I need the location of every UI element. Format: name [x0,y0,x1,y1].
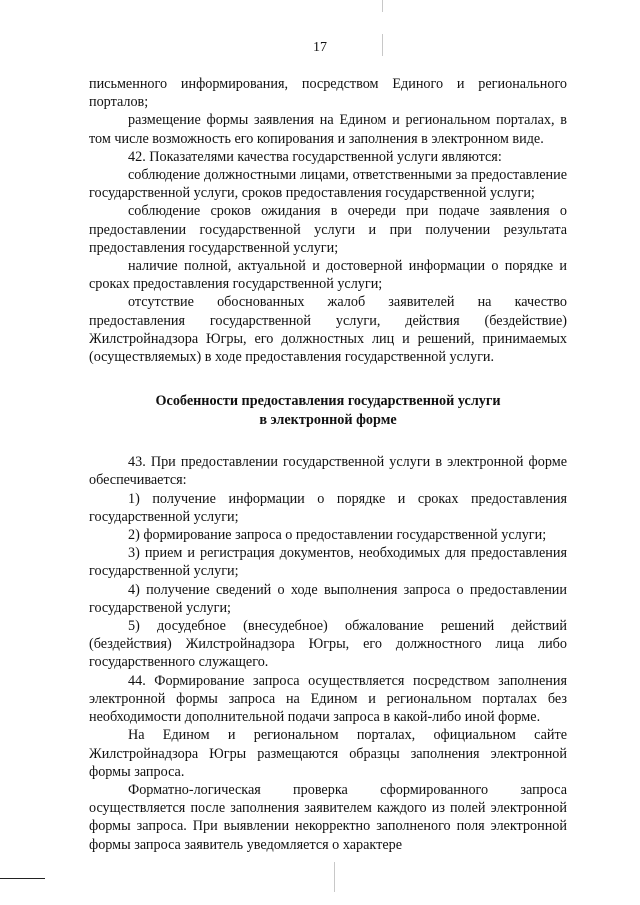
paragraph: соблюдение должностными лицами, ответственными за предоставление государственной услуги, сроков предоставления государственной услуги; [89,167,567,202]
paragraph: отсутствие обоснованных жалоб заявителей на качество предоставления государственной услуги, действия (бездействие) Жилстройнадзора Югры, его должностных лиц и решений, принимаемых (осуществляемых) в ходе предоставления государственной услуги. [89,294,567,366]
paragraph: 44. Формирование запроса осуществляется посредством заполнения электронной формы запроса на Едином и региональном порталах без необходимости дополнительной подачи запроса в какой-либо иной форме. [89,672,567,726]
paragraph: 5) досудебное (внесудебное) обжалование решений действий (бездействия) Жилстройнадзора Югры, его должностного лица либо государственного служащего. [89,618,567,671]
scan-edge-line [0,878,45,879]
document-body [89,75,567,854]
body-section-top [89,75,567,366]
scan-artifact [334,862,335,892]
paragraph: наличие полной, актуальной и достоверной информации о порядке и сроках предоставления государственной услуги; [89,258,567,293]
page-number: 17 [313,40,327,55]
paragraph: соблюдение сроков ожидания в очереди при подаче заявления о предоставлении государственной услуги и при получении результата предоставления государственной услуги; [89,203,567,256]
paragraph: 3) прием и регистрация документов, необходимых для предоставления государственной услуги; [89,545,567,580]
paragraph: 43. При предоставлении государственной услуги в электронной форме обеспечивается: [89,454,567,489]
paragraph: 4) получение сведений о ходе выполнения запроса о предоставлении государственой услуги; [89,581,567,616]
section-heading [89,392,567,429]
paragraph: 42. Показателями качества государственной услуги являются: [128,148,502,165]
paragraph: Форматно-логическая проверка сформированного запроса осуществляется после заполнения заявителем каждого из полей электронной формы запроса. При выявлении некорректно заполненого поля электронной формы запроса заявитель уведомляется о характере [89,781,567,853]
paragraph: письменного информирования, посредством Единого и регионального порталов; [89,76,567,111]
paragraph: 1) получение информации о порядке и сроках предоставления государственной услуги; [89,490,567,525]
paragraph: На Едином и региональном порталах, официальном сайте Жилстройнадзора Югры размещаются образцы заполнения электронной формы запроса. [89,727,567,780]
section-heading-line-1: Особенности предоставления государственной услуги [155,393,501,410]
scan-artifact [382,0,383,12]
paragraph: размещение формы заявления на Едином и региональном порталах, в том числе возможность его копирования и заполнения в электронном виде. [89,112,567,147]
section-heading-line-2: в электронной форме [259,411,397,428]
paragraph: 2) формирование запроса о предоставлении государственной услуги; [128,527,547,544]
scan-artifact [382,34,383,56]
body-section-bottom [89,453,567,853]
